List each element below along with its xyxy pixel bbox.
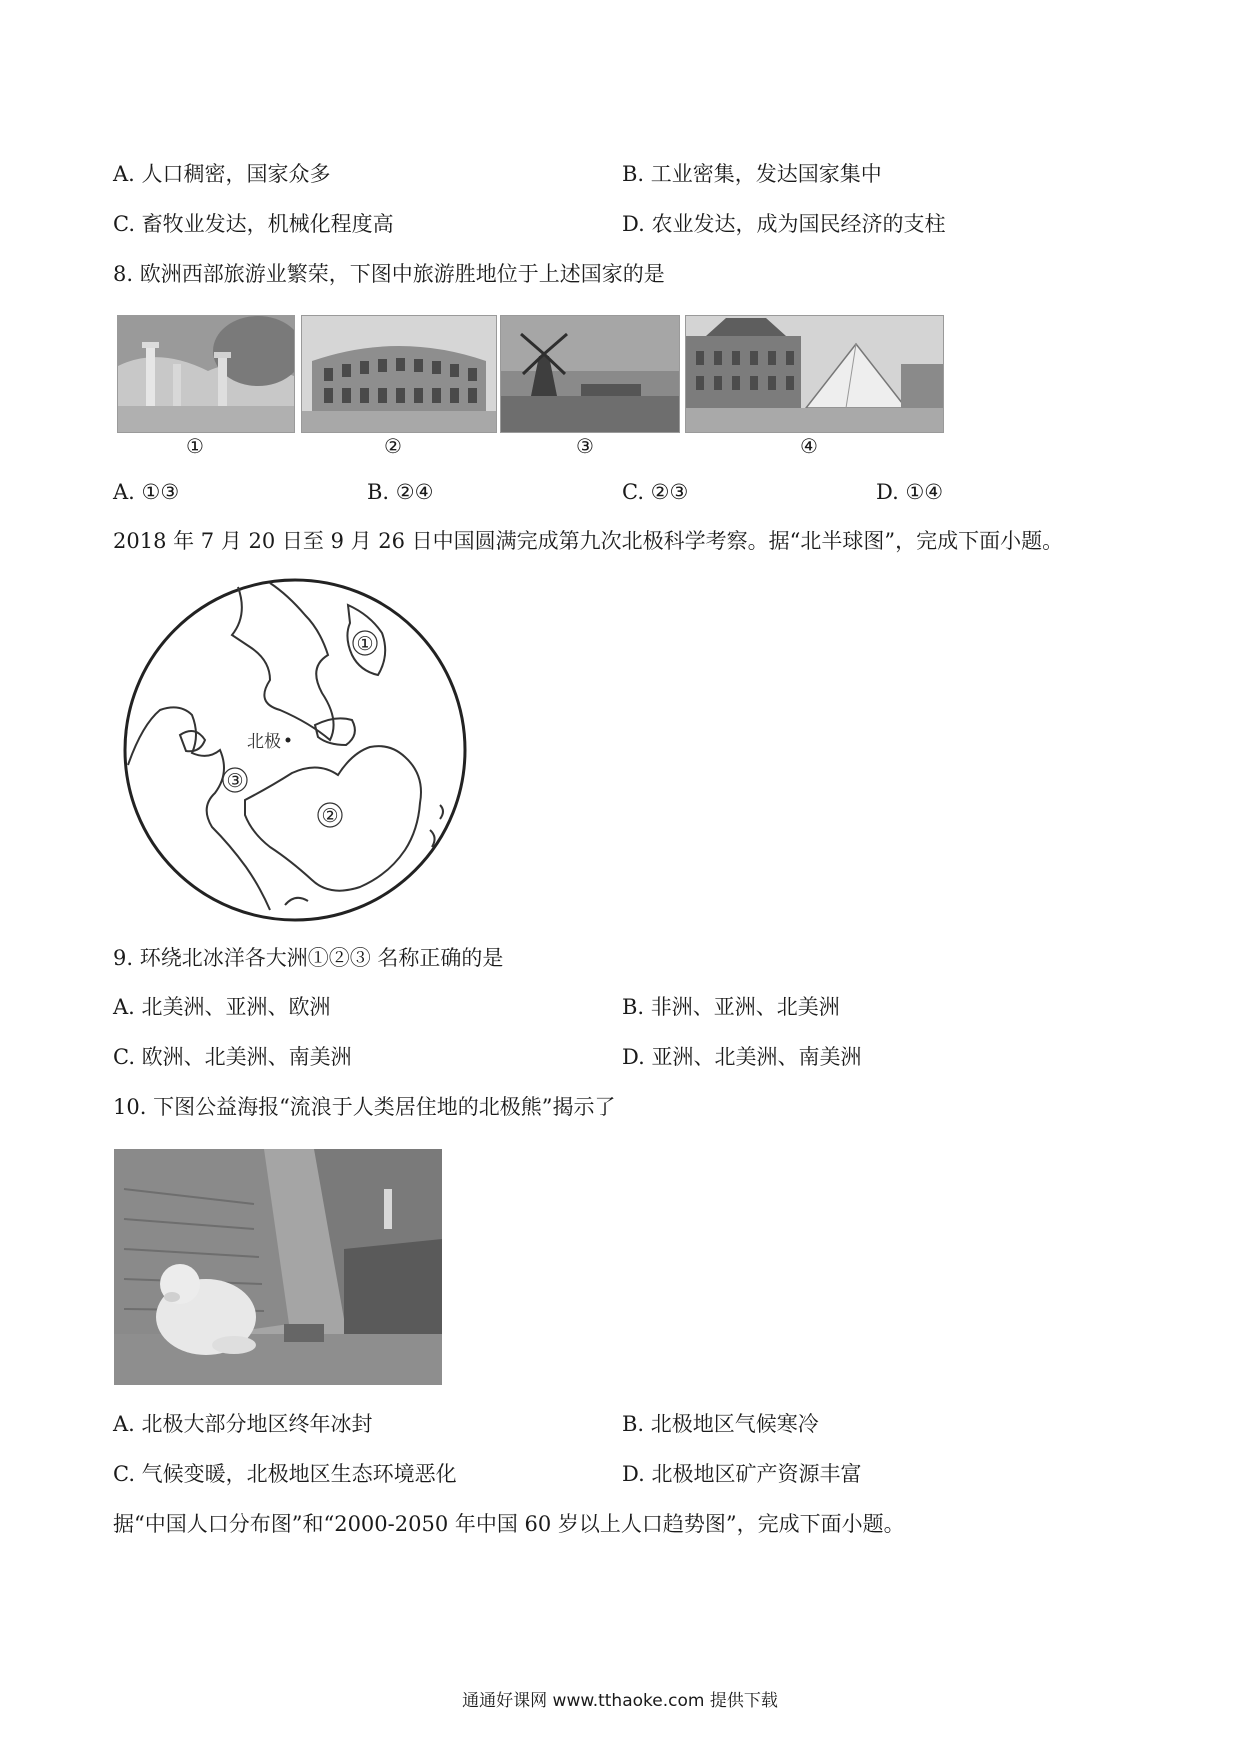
q8-option-b: B. ②④: [367, 480, 434, 504]
footer-download-note: 通通好课网 www.tthaoke.com 提供下载: [462, 1691, 778, 1711]
arctic-intro: 2018 年 7 月 20 日至 9 月 26 日中国圆满完成第九次北极科学考察。据“北半球图”，完成下面小题。: [113, 529, 1064, 553]
photo-colosseum: [301, 315, 497, 433]
photo-louvre: [685, 315, 944, 433]
q10-option-d: D. 北极地区矿产资源丰富: [622, 1462, 862, 1486]
q9-option-d: D. 亚洲、北美洲、南美洲: [622, 1045, 862, 1069]
map-label-3: ③: [226, 770, 244, 792]
q7-option-d: D. 农业发达，成为国民经济的支柱: [622, 212, 946, 236]
photo-windmill: [500, 315, 680, 433]
q8-option-a: A. ①③: [113, 480, 180, 504]
map-north-pole-label: 北极: [247, 732, 281, 752]
map-label-1: ①: [356, 633, 374, 655]
q7-option-c: C. 畜牧业发达，机械化程度高: [113, 212, 394, 236]
photo-ruins: [117, 315, 295, 433]
q10-stem: 10. 下图公益海报“流浪于人类居住地的北极熊”揭示了: [113, 1095, 616, 1119]
q9-option-b: B. 非洲、亚洲、北美洲: [622, 995, 840, 1019]
q10-option-a: A. 北极大部分地区终年冰封: [113, 1412, 373, 1436]
q9-option-c: C. 欧洲、北美洲、南美洲: [113, 1045, 352, 1069]
q8-option-d: D. ①④: [876, 480, 944, 504]
photo-caption-3: ③: [576, 434, 594, 458]
north-pole-dot: [286, 738, 291, 743]
q10-option-c: C. 气候变暖，北极地区生态环境恶化: [113, 1462, 457, 1486]
q9-option-a: A. 北美洲、亚洲、欧洲: [113, 995, 331, 1019]
photo-caption-4: ④: [800, 434, 818, 458]
q8-option-c: C. ②③: [622, 480, 689, 504]
q7-option-b: B. 工业密集，发达国家集中: [622, 162, 882, 186]
photo-caption-2: ②: [384, 434, 402, 458]
photo-caption-1: ①: [186, 434, 204, 458]
map-label-2: ②: [321, 805, 339, 827]
polar-bear-poster: [114, 1149, 442, 1385]
q10-option-b: B. 北极地区气候寒冷: [622, 1412, 819, 1436]
population-intro: 据“中国人口分布图”和“2000-2050 年中国 60 岁以上人口趋势图”，完成下面小题。: [113, 1512, 905, 1536]
q7-option-a: A. 人口稠密，国家众多: [113, 162, 331, 186]
q9-stem: 9. 环绕北冰洋各大洲①②③ 名称正确的是: [113, 946, 504, 970]
northern-hemisphere-map: [120, 575, 470, 925]
q8-stem: 8. 欧洲西部旅游业繁荣，下图中旅游胜地位于上述国家的是: [113, 262, 665, 286]
